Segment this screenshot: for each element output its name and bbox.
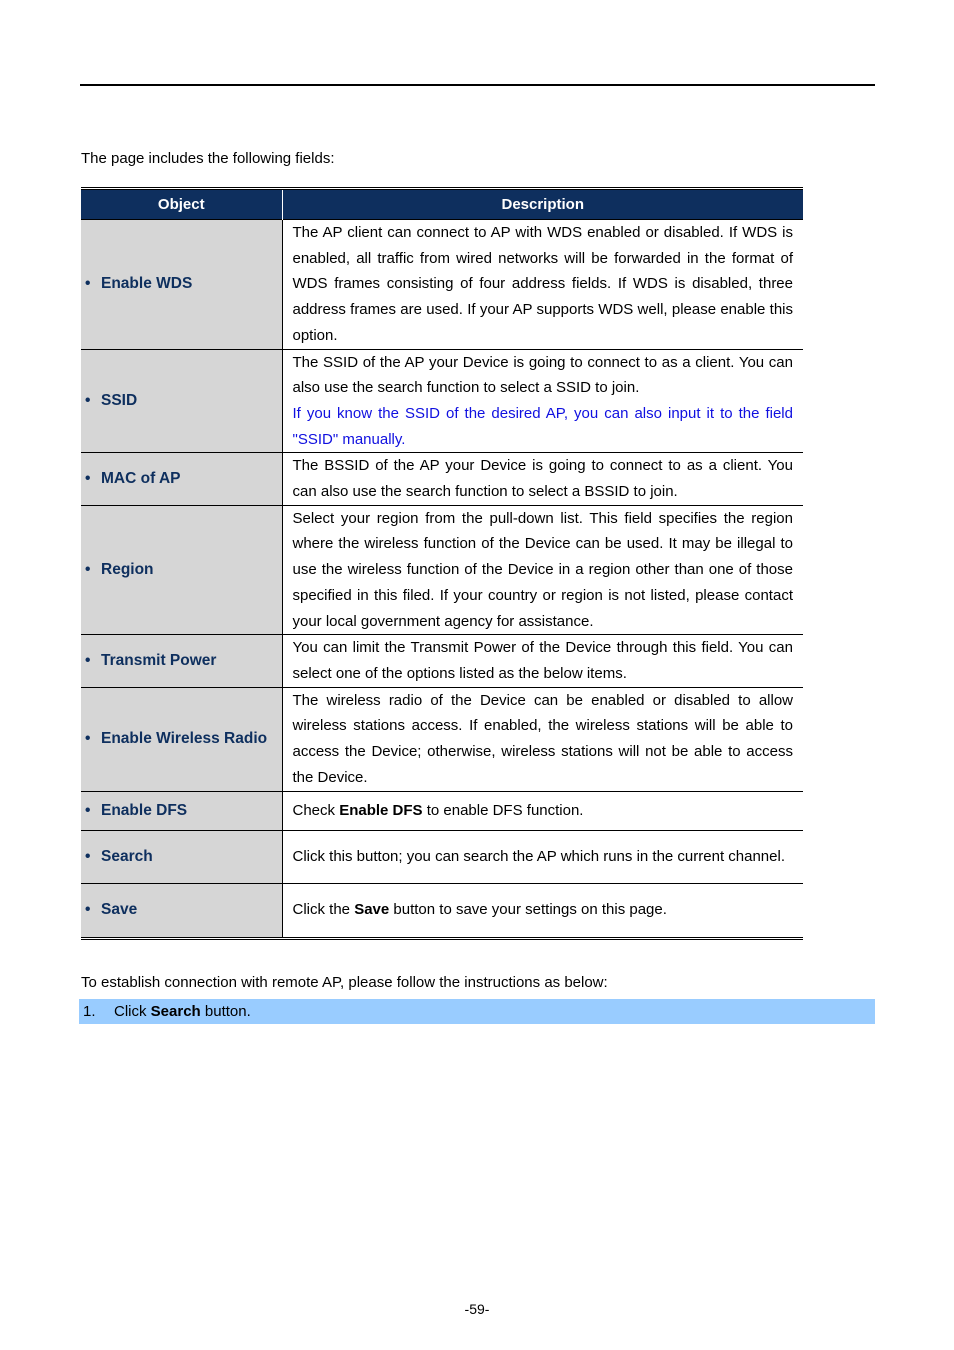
object-cell [81, 687, 282, 791]
description-text: The SSID of the AP your Device is going to connect to as a client. You can also use the search function to select a SSID to join. [292, 353, 793, 397]
step-text-bold: Search [150, 1003, 201, 1020]
step-text-pre: Click [114, 1003, 151, 1020]
description-cell [282, 505, 803, 635]
description-text: The wireless radio of the Device can be enabled or disabled to allow wireless stations access. If enabled, the wireless stations will be able to access the Device; otherwise, wireless stations will not be able to access the Device. [292, 691, 793, 786]
object-label: MAC of AP [101, 470, 181, 488]
description-cell [282, 830, 803, 883]
object-cell [81, 635, 282, 687]
bullet-icon: • [85, 801, 91, 819]
description-cell [282, 791, 803, 830]
bullet-icon: • [85, 901, 91, 919]
description-cell [282, 635, 803, 687]
instructions-intro: To establish connection with remote AP, please follow the instructions as below: [81, 974, 608, 991]
table-header-row [81, 189, 803, 220]
description-text-bold: Enable DFS [339, 801, 423, 819]
table-row [81, 791, 803, 830]
step-1 [79, 999, 875, 1024]
bullet-icon: • [85, 391, 91, 409]
table-row [81, 220, 803, 350]
description-note: If you know the SSID of the desired AP, you can also input it to the field "SSID" manually. [292, 404, 793, 448]
bullet-icon: • [85, 275, 91, 293]
column-header-object: Object [81, 189, 282, 220]
description-text-pre: Check [292, 801, 340, 819]
page-number: -59- [464, 1301, 490, 1317]
description-cell [282, 687, 803, 791]
bullet-icon: • [85, 847, 91, 865]
description-text: The AP client can connect to AP with WDS enabled or disabled. If WDS is enabled, all traffic from wired networks will be forwarded in the format of WDS frames consisting of four address fields. If WDS is disabled, three address frames are used. If your AP supports WDS well, please enable this option. [292, 224, 793, 344]
table-row [81, 635, 803, 687]
object-label: Enable WDS [101, 275, 193, 293]
intro-text: The page includes the following fields: [81, 150, 335, 167]
fields-table [81, 187, 803, 940]
description-cell [282, 453, 803, 505]
object-label: Transmit Power [101, 651, 217, 669]
object-cell [81, 220, 282, 350]
object-cell [81, 830, 282, 883]
step-text-post: button. [200, 1003, 251, 1020]
table-row [81, 453, 803, 505]
description-cell [282, 349, 803, 453]
bullet-icon: • [85, 470, 91, 488]
object-label: SSID [101, 391, 138, 409]
object-cell [81, 453, 282, 505]
table-row [81, 687, 803, 791]
description-text-post: to enable DFS function. [422, 801, 584, 819]
object-cell [81, 883, 282, 938]
object-cell [81, 505, 282, 635]
object-label: Enable Wireless Radio [101, 730, 268, 748]
description-text: Click this button; you can search the AP which runs in the current channel. [292, 847, 785, 865]
object-label: Search [101, 847, 153, 865]
bullet-icon: • [85, 730, 91, 748]
object-cell [81, 791, 282, 830]
table-row [81, 349, 803, 453]
table-row [81, 830, 803, 883]
object-label: Save [101, 901, 138, 919]
table-row [81, 883, 803, 938]
description-text: Select your region from the pull-down list. This field specifies the region where the wireless function of the Device can be used. It may be illegal to use the wireless function of the Device in a region other than one of those specified in this filed. If your country or region is not listed, please contact your local government agency for assistance. [292, 509, 793, 630]
description-text-post: button to save your settings on this page. [389, 901, 667, 919]
step-number: 1. [83, 1003, 96, 1020]
description-cell [282, 220, 803, 350]
object-label: Enable DFS [101, 801, 188, 819]
description-text: You can limit the Transmit Power of the Device through this field. You can select one of the options listed as the below items. [292, 639, 793, 682]
bullet-icon: • [85, 651, 91, 669]
column-header-description: Description [282, 189, 803, 220]
object-cell [81, 349, 282, 453]
description-text-bold: Save [354, 901, 390, 919]
description-text: The BSSID of the AP your Device is going to connect to as a client. You can also use the search function to select a BSSID to join. [292, 457, 793, 501]
header-rule [80, 84, 875, 86]
description-text-pre: Click the [292, 901, 355, 919]
bullet-icon: • [85, 560, 91, 578]
description-cell [282, 883, 803, 938]
object-label: Region [101, 560, 154, 578]
table-row [81, 505, 803, 635]
